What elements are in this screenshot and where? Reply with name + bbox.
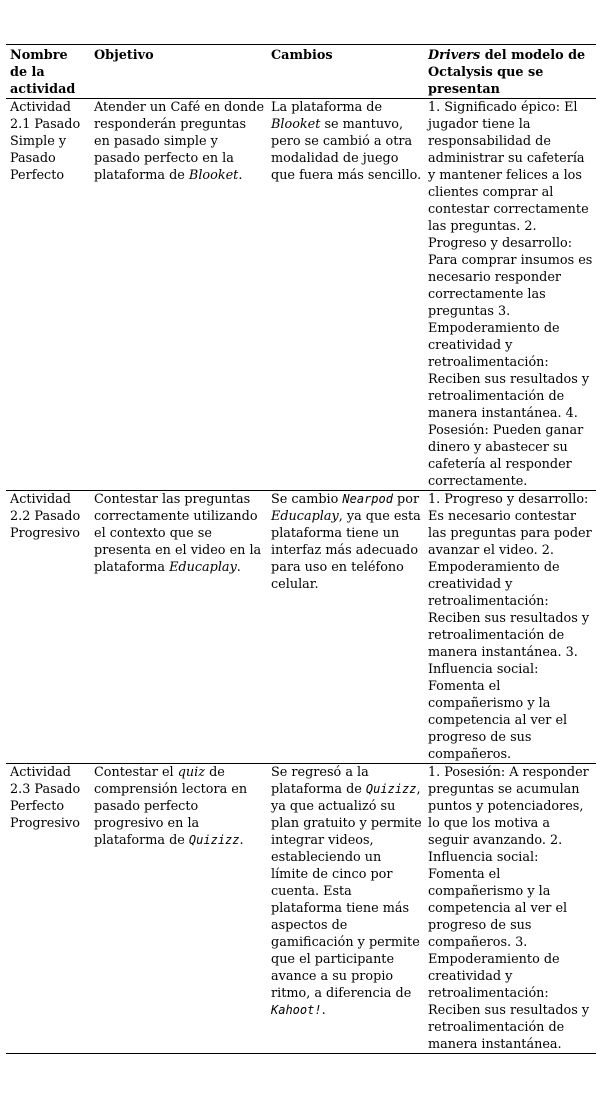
- table-header: [6, 45, 596, 99]
- changes-cell: [267, 99, 424, 491]
- header-drivers-rest: del modelo de Octalysis que se presentan: [428, 48, 586, 97]
- header-activity-name: Nombre de la actividad: [6, 45, 90, 99]
- objective-text: .: [236, 560, 241, 575]
- header-drivers-italic: Drivers: [428, 48, 481, 63]
- table-row: [6, 764, 596, 1054]
- header-changes: Cambios: [267, 45, 424, 99]
- changes-text: .: [321, 1003, 326, 1018]
- changes-text: La plataforma de: [271, 100, 383, 115]
- table-row: [6, 99, 596, 491]
- objective-text: de comprensión lectora en pasado perfecto progresivo en la plataforma de: [94, 765, 248, 848]
- table-row: [6, 491, 596, 764]
- platform-name: Educaplay: [271, 509, 339, 524]
- changes-text: , ya que esta plataforma tiene un interfaz más adecuado para uso en teléfono celular.: [271, 509, 421, 592]
- objective-text: Contestar las preguntas correctamente utilizando el contexto que se presenta en el video en la plataforma: [94, 492, 262, 575]
- activities-table: [6, 44, 596, 1054]
- document-table-wrapper: [6, 44, 596, 1054]
- platform-name: Nearpod: [342, 492, 393, 506]
- changes-text: , ya que actualizó su plan gratuito y permite integrar videos, estableciendo un límite de cinco por cuenta. Esta plataforma tiene más aspectos de gamificación y permite que el participante avance a su propio ritmo, a diferencia de: [271, 782, 422, 1001]
- activity-name-cell: Actividad 2.1 Pasado Simple y Pasado Perfecto: [6, 99, 90, 491]
- objective-cell: [90, 99, 267, 491]
- objective-cell: [90, 491, 267, 764]
- header-objective: Objetivo: [90, 45, 267, 99]
- drivers-cell: 1. Posesión: A responder preguntas se acumulan puntos y potenciadores, lo que los motiva a seguir avanzando. 2. Influencia social: Fomenta el compañerismo y la competencia al ver el progreso de sus compañeros. 3. Empoderamiento de creatividad y retroalimentación: Reciben sus resultados y retroalimentación de manera instantánea.: [424, 764, 596, 1054]
- objective-text: .: [239, 833, 244, 848]
- objective-text: Atender un Café en donde responderán preguntas en pasado simple y pasado perfecto en la plataforma de: [94, 100, 265, 183]
- activity-name-cell: Actividad 2.2 Pasado Progresivo: [6, 491, 90, 764]
- changes-text: Se cambio: [271, 492, 343, 507]
- activity-name-cell: Actividad 2.3 Pasado Perfecto Progresivo: [6, 764, 90, 1054]
- changes-text: se mantuvo, pero se cambió a otra modalidad de juego que fuera más sencillo.: [271, 117, 422, 183]
- changes-text: por: [392, 492, 420, 507]
- platform-name: Quizizz: [188, 833, 240, 847]
- drivers-cell: 1. Significado épico: El jugador tiene la responsabilidad de administrar su cafetería y mantener felices a los clientes comprar al contestar correctamente las preguntas. 2. Progreso y desarrollo: Para comprar insumos es necesario responder correctamente las preguntas 3. Empoderamiento de creatividad y retroalimentación: Reciben sus resultados y retroalimentación de manera instantánea. 4. Posesión: Pueden ganar dinero y abastecer su cafetería al responder correctamente.: [424, 99, 596, 491]
- header-row: [6, 45, 596, 99]
- changes-cell: [267, 491, 424, 764]
- platform-name: Blooket: [271, 117, 321, 132]
- platform-name: Quizizz: [365, 782, 417, 796]
- objective-cell: [90, 764, 267, 1054]
- platform-name: Educaplay: [169, 560, 237, 575]
- drivers-cell: 1. Progreso y desarrollo: Es necesario contestar las preguntas para poder avanzar el video. 2. Empoderamiento de creatividad y retroalimentación: Reciben sus resultados y retroalimentación de manera instantánea. 3. Influencia social: Fomenta el compañerismo y la competencia al ver el progreso de sus compañeros.: [424, 491, 596, 764]
- platform-name: Kahoot!: [271, 1003, 322, 1017]
- table-body: [6, 99, 596, 1054]
- objective-text: Contestar el: [94, 765, 178, 780]
- platform-name: Blooket: [188, 168, 239, 183]
- changes-cell: [267, 764, 424, 1054]
- header-octalysis-drivers: [424, 45, 596, 99]
- objective-text: .: [238, 168, 243, 183]
- changes-text: Se regresó a la plataforma de: [271, 765, 369, 797]
- quiz-word: quiz: [177, 765, 205, 780]
